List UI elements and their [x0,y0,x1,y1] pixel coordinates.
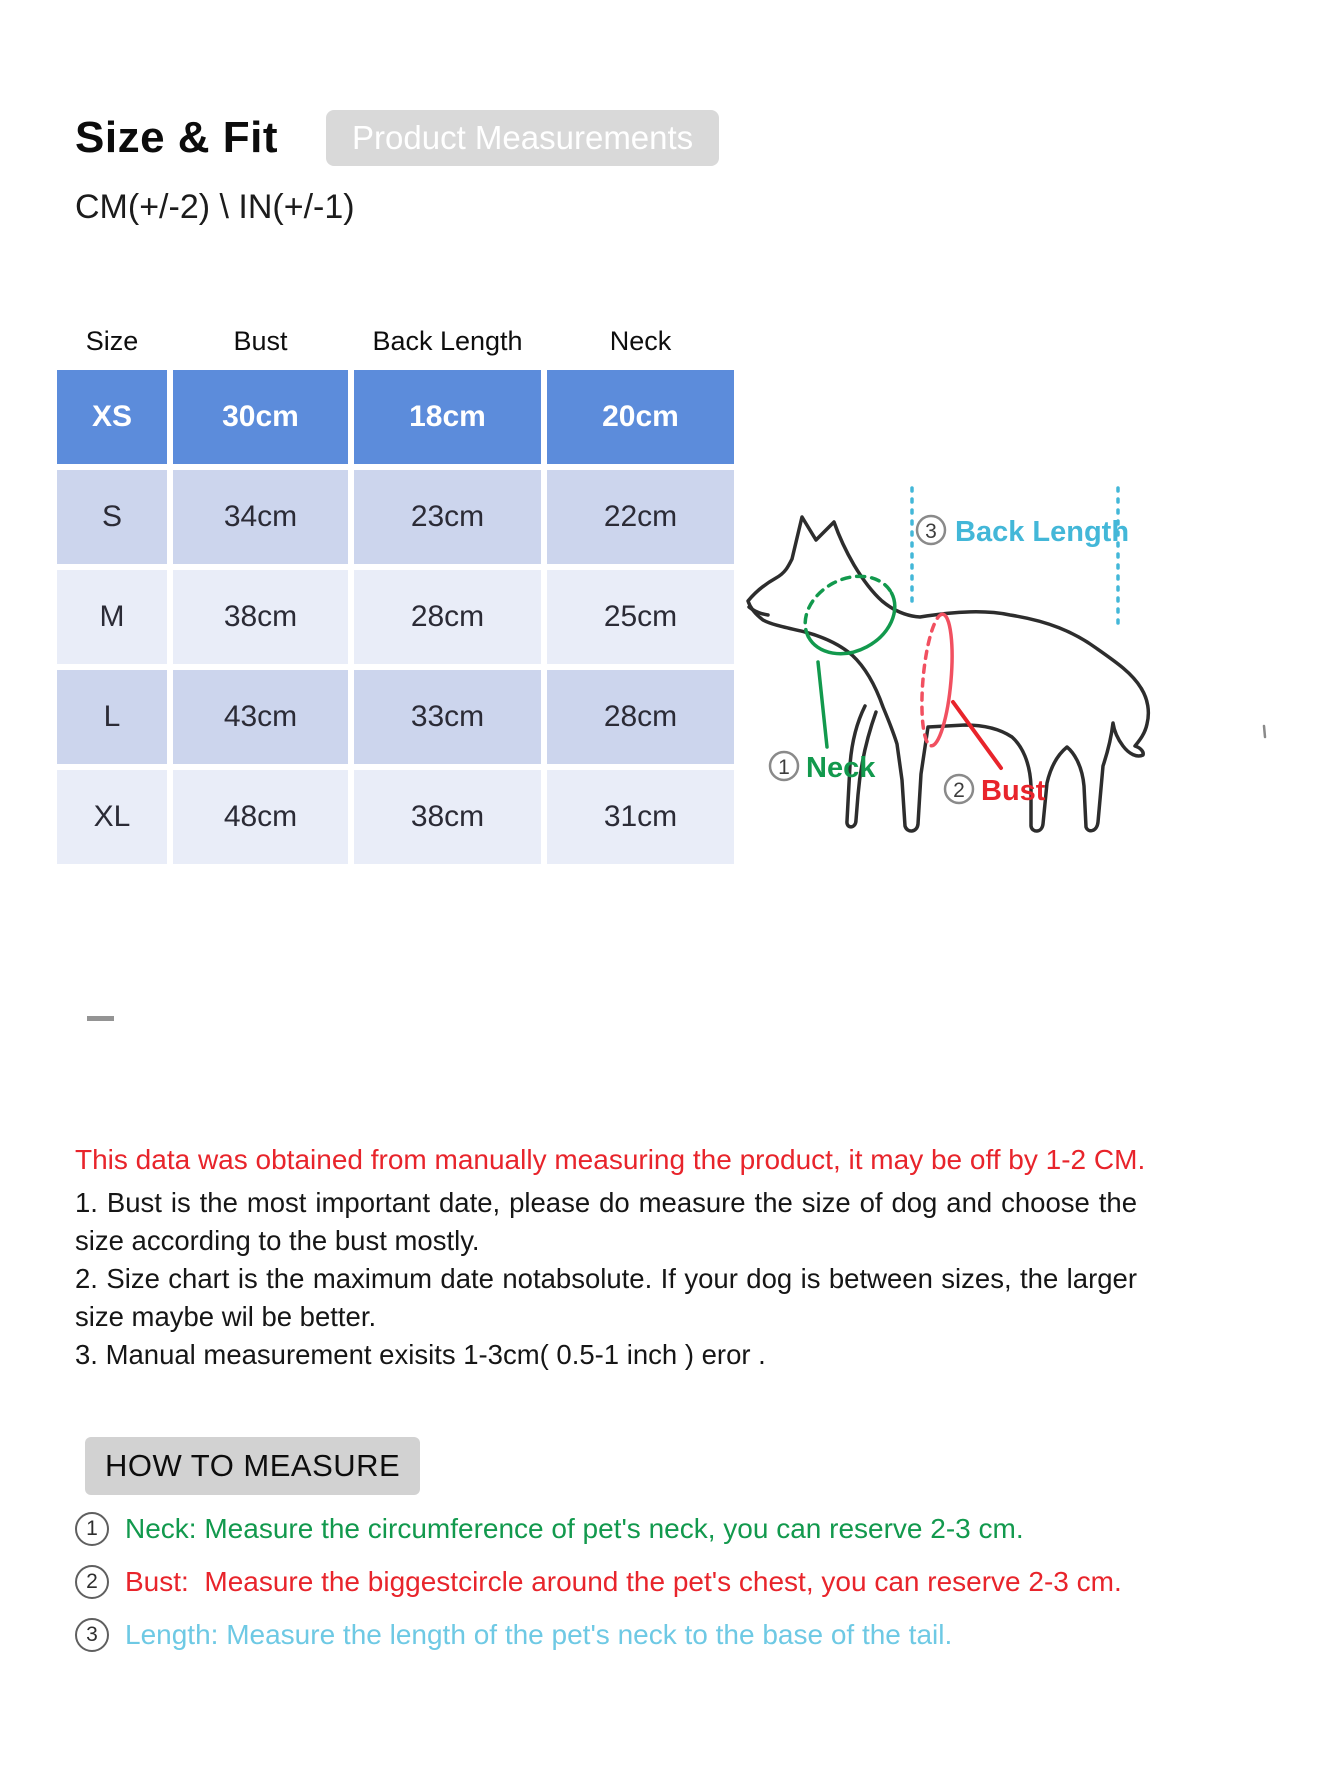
table-cell: 38cm [173,570,348,664]
neck-ellipse [792,561,909,669]
measure-steps [75,1512,1122,1671]
step-text: Length: Measure the length of the pet's neck to the base of the tail. [125,1619,953,1650]
dog-mouth-line [749,607,768,615]
measurement-notes [75,1184,1137,1374]
step-text: Neck: Measure the circumference of pet's neck, you can reserve 2-3 cm. [125,1513,1024,1544]
unit-tolerance-note: CM(+/-2) \ IN(+/-1) [75,188,355,226]
svg-text:2: 2 [953,779,965,802]
svg-text:Back Length: Back Length [955,516,1130,548]
table-cell: 43cm [173,670,348,764]
column-header: Neck [609,325,672,356]
table-cell: 38cm [354,770,541,864]
table-cell: 25cm [547,570,734,664]
table-cell: M [57,570,167,664]
column-header: Size [85,325,139,356]
measure-step [75,1565,1122,1599]
svg-text:Bust: Bust [981,775,1046,807]
table-cell: 48cm [173,770,348,864]
table-cell: S [57,470,167,564]
measure-step [75,1512,1122,1546]
column-header: Bust [233,325,288,356]
separator-dash [87,1016,114,1021]
table-cell: 18cm [354,370,541,464]
circled-number-icon: 2 [75,1565,109,1599]
stray-tick-mark [1264,726,1265,737]
table-cell: 31cm [547,770,734,864]
note-item: 1. Bust is the most important date, please do measure the size of dog and choose the size according to the bust mostly. [75,1187,1137,1256]
product-measurements-badge: Product Measurements [326,110,719,166]
dog-measurement-diagram [660,410,1280,850]
svg-text:Neck: Neck [806,752,876,784]
table-cell: 33cm [354,670,541,764]
neck-pointer-line [818,662,827,747]
table-cell: 22cm [547,470,734,564]
size-table [57,318,734,864]
back-length-label [917,516,1129,548]
table-cell: 34cm [173,470,348,564]
how-to-measure-heading: HOW TO MEASURE [85,1437,420,1495]
page-header [75,110,719,166]
table-cell: 28cm [547,670,734,764]
table-cell: XL [57,770,167,864]
note-item: 2. Size chart is the maximum date notabsolute. If your dog is between sizes, the larger size maybe wil be better. [75,1263,1137,1332]
measure-step [75,1618,1122,1652]
circled-number-icon: 3 [75,1618,109,1652]
neck-label [770,752,876,784]
svg-text:1: 1 [778,756,790,779]
table-cell: XS [57,370,167,464]
table-cell: 20cm [547,370,734,464]
note-item: 3. Manual measurement exisits 1-3cm( 0.5-1 inch ) eror . [75,1339,766,1370]
bust-label [945,775,1046,807]
table-cell: 28cm [354,570,541,664]
table-cell: 23cm [354,470,541,564]
circled-number-icon: 1 [75,1512,109,1546]
disclaimer-text: This data was obtained from manually measuring the product, it may be off by 1-2 CM. [75,1144,1146,1175]
table-cell: L [57,670,167,764]
column-header: Back Length [372,325,523,356]
step-text: Bust: Measure the biggestcircle around the pet's chest, you can reserve 2-3 cm. [125,1566,1122,1597]
svg-text:3: 3 [925,520,937,543]
page-title: Size & Fit [75,113,279,162]
bust-pointer-line [953,702,1001,768]
table-cell: 30cm [173,370,348,464]
